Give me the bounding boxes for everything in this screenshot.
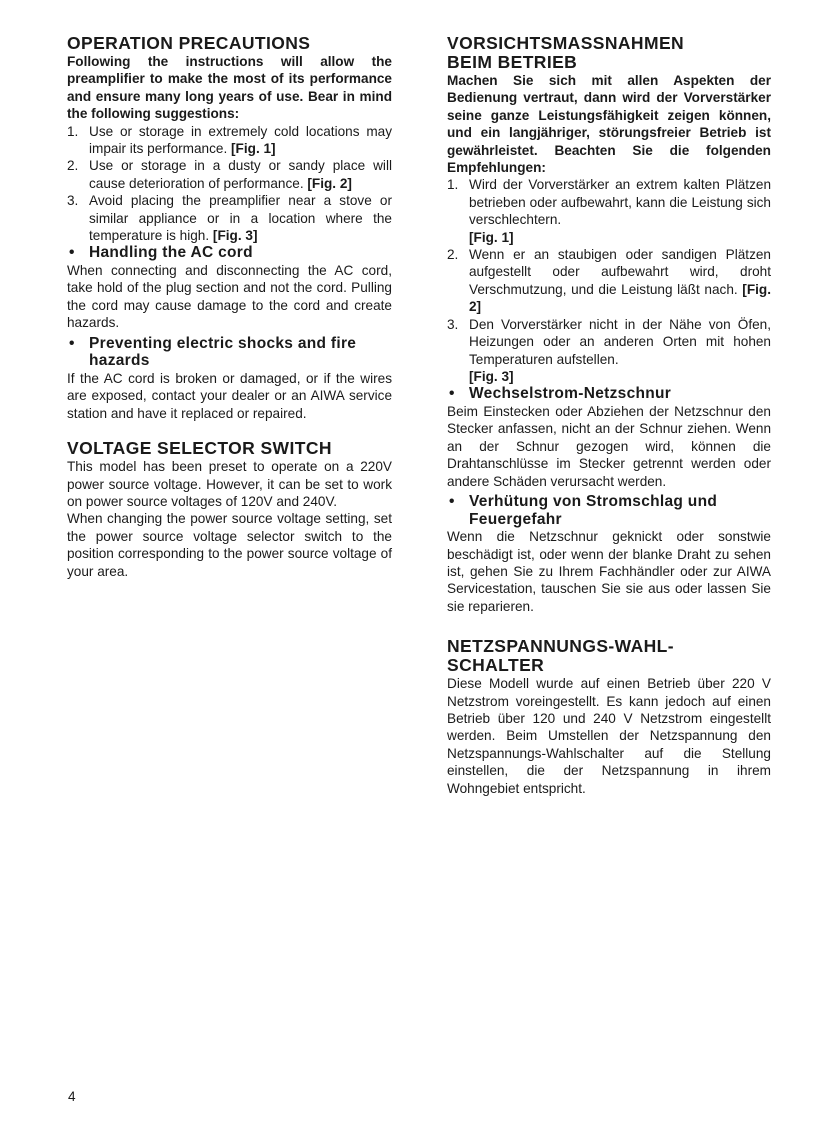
list-item <box>447 176 771 246</box>
item-text: Wird der Vorverstärker an extrem kalten Plätzen betrieben oder aufbewahrt, kann die Leistung sich verschlechtern. <box>469 177 771 228</box>
voltage-paragraph-2: When changing the power source voltage setting, set the power source voltage selector switch to the position corresponding to the power source voltage of your area. <box>67 511 392 579</box>
list-item <box>67 192 392 244</box>
voltage-selector-heading: VOLTAGE SELECTOR SWITCH <box>67 438 332 459</box>
heading-line-1: NETZSPANNUNGS-WAHL- <box>447 636 674 657</box>
item-number: 3. <box>67 193 79 209</box>
figure-reference: [Fig. 3] <box>212 228 258 244</box>
heading-line-1: VORSICHTSMASSNAHMEN <box>447 33 685 53</box>
netzschnur-heading <box>447 385 771 403</box>
bullet-icon: • <box>449 385 455 403</box>
precautions-list-de <box>447 176 771 385</box>
ac-cord-text: When connecting and disconnecting the AC cord, take hold of the plug section and not the cord. Pulling the cord may cause damage to the cord and create hazards. <box>67 263 392 331</box>
figure-reference: [Fig. 1] <box>231 141 276 157</box>
precautions-list <box>67 123 392 245</box>
netzschnur-text: Beim Einstecken oder Abziehen der Netzschnur den Stecker anfassen, nicht an der Schnur ziehen. Wenn an der Schnur gezogen wird, können die Drahtanschlüsse im Stecker getrennt werden oder andere Schäden verursacht werden. <box>447 403 771 489</box>
item-text: Wenn er an staubigen oder sandigen Plätzen aufgestellt oder aufbewahrt wird, droht Verschmutzung, und die Leistung läßt nach. <box>469 247 771 297</box>
figure-reference: [Fig. 2] <box>307 175 352 191</box>
german-column <box>447 34 771 797</box>
operation-precautions-heading: OPERATION PRECAUTIONS <box>67 33 311 53</box>
item-text: Den Vorverstärker nicht in der Nähe von Öfen, Heizungen oder an anderen Orten mit hohen Temperaturen aufstellen. <box>469 316 771 367</box>
precautions-intro-de: Machen Sie sich mit allen Aspekten der Bedienung vertraut, dann wird der Vorverstärker seine ganze Leistungsfähigkeit zeigen können, und ein langjähriger, störungsfreier Betrieb ist gewährleistet. Beachten Sie die folgenden Empfehlungen: <box>447 73 771 176</box>
heading-line-2: BEIM BETRIEB <box>447 52 578 72</box>
netzspannung-text: Diese Modell wurde auf einen Betrieb über 220 V Netzstrom voreingestellt. Es kann jedoch auf einen Betrieb über 120 und 240 V Netzstrom eingestellt werden. Beim Umstellen der Netzspannung den Netzspannungs-Wahlschalter auf die Stellung einstellen, die der Netzspannung in ihrem Wohngebiet entspricht. <box>447 676 771 796</box>
shock-heading <box>67 335 392 370</box>
bullet-icon: • <box>449 492 455 510</box>
list-item <box>447 316 771 386</box>
netzspannung-heading <box>447 637 771 675</box>
shock-text: If the AC cord is broken or damaged, or if the wires are exposed, contact your dealer or an AIWA service station and have it replaced or repaired. <box>67 370 392 421</box>
ac-cord-heading <box>67 244 392 262</box>
precautions-intro: Following the instructions will allow the preamplifier to make the most of its performance and ensure many long years of use. Bear in mind the following suggestions: <box>67 54 392 122</box>
list-item <box>67 157 392 192</box>
page-number: 4 <box>68 1089 76 1104</box>
ac-cord-heading-text: Handling the AC cord <box>89 244 253 262</box>
bullet-icon: • <box>69 244 75 262</box>
figure-reference: [Fig. 3] <box>469 368 514 384</box>
item-number: 1. <box>67 123 79 139</box>
netzschnur-heading-text: Wechselstrom-Netzschnur <box>469 385 672 403</box>
item-text: Avoid placing the preamplifier near a stove or similar appliance or in a location where the temperature is high. <box>89 193 392 244</box>
list-item <box>67 123 392 158</box>
figure-reference: [Fig. 2] <box>469 281 771 315</box>
vorsichtsmassnahmen-heading <box>447 34 771 72</box>
bullet-icon: • <box>69 334 75 352</box>
item-number: 2. <box>67 158 79 174</box>
shock-heading-text: Preventing electric shocks and fire hazards <box>89 334 357 370</box>
item-text: Use or storage in extremely cold locations may impair its performance. <box>89 123 392 157</box>
item-number: 1. <box>447 177 459 193</box>
stromschlag-heading-text: Verhütung von Stromschlag und Feuergefahr <box>469 492 718 528</box>
stromschlag-heading <box>447 493 771 528</box>
item-text: Use or storage in a dusty or sandy place will cause deterioration of performance. <box>89 158 392 191</box>
item-number: 2. <box>447 247 459 263</box>
figure-reference: [Fig. 1] <box>469 229 514 245</box>
heading-line-2: SCHALTER <box>447 655 545 676</box>
english-column <box>67 34 392 580</box>
list-item <box>447 246 771 316</box>
stromschlag-text: Wenn die Netzschnur geknickt oder sonstwie beschädigt ist, oder wenn der blanke Draht zu sehen ist, gehen Sie zu Ihrem Fachhändler oder zur AIWA Servicestation, tauschen Sie sie aus oder lassen Sie sie reparieren. <box>447 529 771 614</box>
voltage-paragraph-1: This model has been preset to operate on a 220V power source voltage. However, it can be set to work on power source voltages of 120V and 240V. <box>67 459 392 509</box>
item-number: 3. <box>447 316 459 332</box>
